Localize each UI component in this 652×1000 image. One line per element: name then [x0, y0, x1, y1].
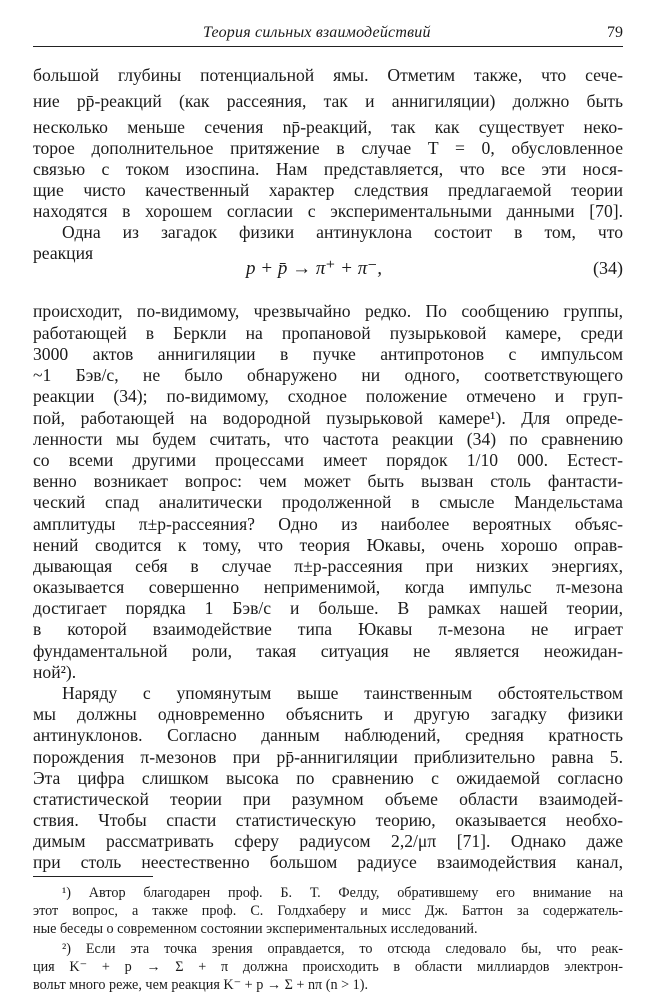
footnote-rule	[33, 876, 153, 877]
page-number: 79	[607, 24, 623, 41]
footnote-line: этот вопрос, а также проф. С. Голдхаберу и мисс Дж. Баттон за содержатель-	[33, 903, 623, 919]
text-line: венно возникает вопрос: чем может быть вызван столь фантасти-	[33, 471, 623, 491]
footnote-line: ция K⁻ + p → Σ + π должна происходить в области миллиардов электрон-	[33, 959, 623, 975]
footnote-line: ²) Если эта точка зрения оправдается, то отсюда следовало бы, что реак-	[62, 941, 623, 957]
text-line: связью с током изоспина. Нам представляется, что все эти нося-	[33, 159, 623, 179]
text-line: оказывается совершенно неприменимой, когда импульс π-мезона	[33, 577, 623, 597]
text-line: ние pp̄-реакций (как рассеяния, так и аннигиляции) должно быть	[33, 91, 623, 111]
text-line: ческий спад аналитически продолженной в смысле Мандельстама	[33, 492, 623, 512]
text-line: антинуклонов. Согласно данным наблюдений, средняя кратность	[33, 725, 623, 745]
equation-number: (34)	[593, 258, 623, 278]
text-line: пой, работающей на водородной пузырьковой камере¹). Для опреде-	[33, 408, 623, 428]
text-line: амплитуды π±p-рассеяния? Одно из наиболее вероятных объяс-	[33, 514, 623, 534]
text-line: порождения π-мезонов при pp̄-аннигиляции приблизительно равна 5.	[33, 747, 623, 767]
text-line: торое дополнительное притяжение в случае T = 0, обусловленное	[33, 138, 623, 158]
text-line: ~1 Бэв/c, не было обнаружено ни одного, соответствующего	[33, 365, 623, 385]
text-line: фундаментальной роли, такая ситуация не является неожидан-	[33, 641, 623, 661]
text-line: Наряду с упомянутым выше таинственным обстоятельством	[62, 683, 623, 703]
text-line: нений сводится к тому, что теория Юкавы, очень хорошо оправ-	[33, 535, 623, 555]
text-line: статистической теории при разумном объеме области взаимодей-	[33, 789, 623, 809]
text-line: со всеми другими процессами имеет порядок 1/10 000. Естест-	[33, 450, 623, 470]
text-line: Эта цифра слишком высока по сравнению с ожидаемой согласно	[33, 768, 623, 788]
running-header	[33, 24, 623, 47]
text-line: димым рассматривать сферу радиусом 2,2/μπ [71]. Однако даже	[33, 831, 623, 851]
text-line: 3000 актов аннигиляции в пучке антипротонов с импульсом	[33, 344, 623, 364]
text-line: мы должны одновременно объяснить и другую загадку физики	[33, 704, 623, 724]
equation-formula: p + p̄ → π⁺ + π⁻,	[246, 258, 382, 279]
text-line: ленности мы будем считать, что частота реакции (34) по сравнению	[33, 429, 623, 449]
text-line: находятся в хорошем согласии с экспериментальными данными [70].	[33, 201, 623, 221]
text-line: достигает порядка 1 Бэв/c и больше. В рамках нашей теории,	[33, 598, 623, 618]
footnote-line: ные беседы о современном состоянии экспериментальных исследований.	[33, 921, 478, 937]
text-line: щие чисто качественный характер следствия предлагаемой теории	[33, 180, 623, 200]
text-line: в которой взаимодействие типа Юкавы π-мезона не играет	[33, 619, 623, 639]
footnote-line: ¹) Автор благодарен проф. Б. Т. Фелду, обратившему его внимание на	[62, 885, 623, 901]
footnote-line: вольт много реже, чем реакция K⁻ + p → Σ + nπ (n > 1).	[33, 977, 369, 993]
text-line: происходит, по-видимому, чрезвычайно редко. По сообщению группы,	[33, 301, 623, 321]
text-line: работающей в Беркли на пропановой пузырьковой камере, среди	[33, 323, 623, 343]
text-line: при столь неестественно большом радиусе взаимодействия канал,	[33, 852, 623, 872]
running-title: Теория сильных взаимодействий	[203, 24, 431, 41]
text-line: большой глубины потенциальной ямы. Отметим также, что сече-	[33, 65, 623, 85]
text-line: Одна из загадок физики антинуклона состоит в том, что	[62, 222, 623, 242]
text-line: несколько меньше сечения np̄-реакций, так как существует неко-	[33, 117, 623, 137]
text-line: ствия. Чтобы спасти статистическую теорию, оказывается необхо-	[33, 810, 623, 830]
text-line: ной²).	[33, 662, 77, 682]
text-line: реакция	[33, 243, 94, 263]
text-line: дывающая себя в случае π±p-рассеяния при низких энергиях,	[33, 556, 623, 576]
text-line: реакции (34); по-видимому, сходное положение отмечено и груп-	[33, 386, 623, 406]
